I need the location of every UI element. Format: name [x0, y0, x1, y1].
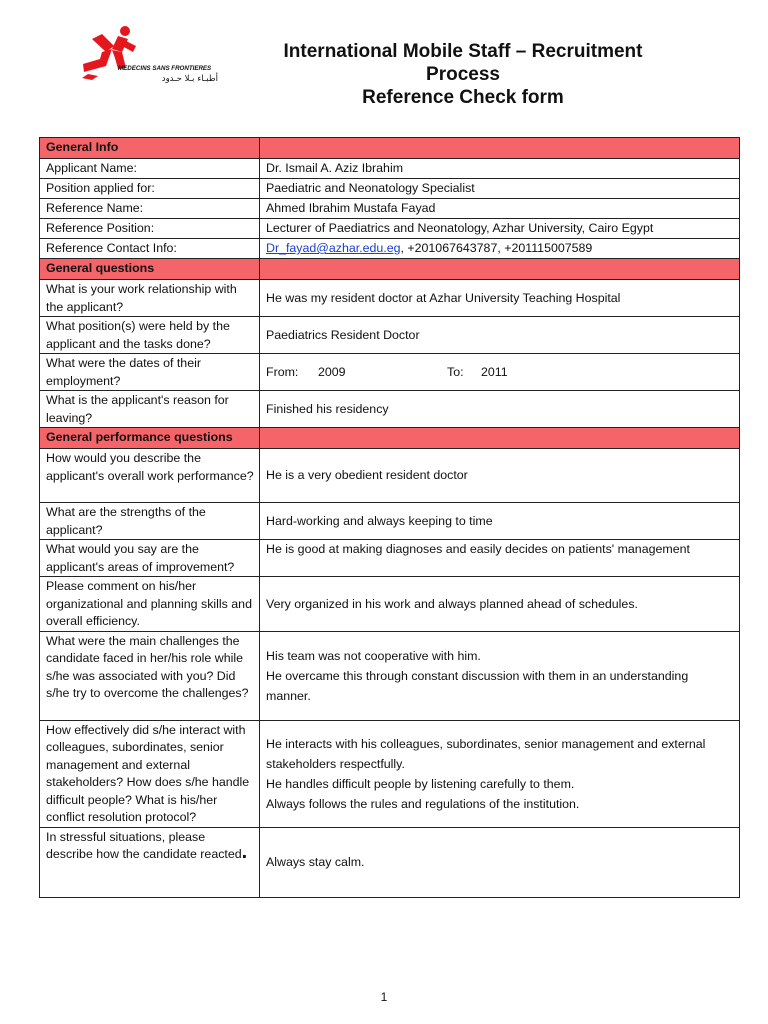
position-value: Paediatric and Neonatology Specialist [260, 179, 740, 199]
table-row [40, 159, 740, 179]
contact-label: Reference Contact Info: [40, 239, 260, 259]
title-line-3: Reference Check form [362, 87, 564, 108]
table-row [40, 540, 740, 577]
to-label: To: [447, 364, 464, 379]
to-value: 2011 [481, 364, 508, 379]
question-challenges: What were the main challenges the candidate faced in her/his role while s/he was associated with you? Did s/he try to overcome the challenges? [40, 631, 260, 720]
table-row [40, 317, 740, 354]
question-relationship: What is your work relationship with the applicant? [40, 280, 260, 317]
table-row [40, 280, 740, 317]
table-row [40, 827, 740, 897]
question-strengths: What are the strengths of the applicant? [40, 503, 260, 540]
table-row [40, 449, 740, 503]
logo-latin-text: MEDECINS SANS FRONTIERES [118, 65, 212, 72]
section-general-questions [40, 259, 740, 280]
section-heading: General Info [40, 138, 260, 159]
reference-position-value: Lecturer of Paediatrics and Neonatology, Azhar University, Cairo Egypt [260, 219, 740, 239]
from-label: From: [266, 364, 299, 379]
answer-stress: Always stay calm. [260, 827, 740, 897]
table-row [40, 391, 740, 428]
question-stress-end: . [241, 841, 248, 863]
answer-challenges-line-1: His team was not cooperative with him. [266, 649, 481, 663]
answer-interaction-line-3: Always follows the rules and regulations of the institution. [266, 797, 580, 811]
answer-strengths: Hard-working and always keeping to time [260, 503, 740, 540]
table-row [40, 720, 740, 827]
question-overall: How would you describe the applicant's overall work performance? [40, 449, 260, 503]
section-heading-blank [260, 259, 740, 280]
logo-arabic-text: أطبـاء بـلا حـدود [161, 74, 218, 84]
section-heading: General questions [40, 259, 260, 280]
question-stress [40, 827, 260, 897]
table-row [40, 179, 740, 199]
applicant-name-label: Applicant Name: [40, 159, 260, 179]
section-heading-blank [260, 138, 740, 159]
contact-phones: , +201067643787, +201115007589 [400, 241, 593, 255]
answer-organizational: Very organized in his work and always planned ahead of schedules. [260, 577, 740, 632]
answer-interaction [260, 720, 740, 827]
answer-challenges [260, 631, 740, 720]
question-positions: What position(s) were held by the applicant and the tasks done? [40, 317, 260, 354]
title-line-1: International Mobile Staff – Recruitment [283, 41, 643, 62]
question-dates: What were the dates of their employment? [40, 354, 260, 391]
table-row [40, 631, 740, 720]
title-line-2: Process [426, 64, 500, 85]
reference-name-label: Reference Name: [40, 199, 260, 219]
answer-interaction-line-2: He handles difficult people by listening carefully to them. [266, 777, 575, 791]
contact-email-link[interactable]: Dr_fayad@azhar.edu.eg [266, 241, 401, 255]
question-stress-text: In stressful situations, please describe how the candidate reacted [46, 829, 242, 861]
table-row [40, 219, 740, 239]
section-performance [40, 428, 740, 449]
section-heading-blank [260, 428, 740, 449]
page-number: 1 [380, 990, 388, 1004]
reference-position-label: Reference Position: [40, 219, 260, 239]
reference-name-value: Ahmed Ibrahim Mustafa Fayad [260, 199, 740, 219]
position-label: Position applied for: [40, 179, 260, 199]
msf-logo [78, 22, 226, 88]
question-leaving: What is the applicant's reason for leaving? [40, 391, 260, 428]
table-row [40, 199, 740, 219]
applicant-name-value: Dr. Ismail A. Aziz Ibrahim [260, 159, 740, 179]
table-row [40, 354, 740, 391]
answer-overall: He is a very obedient resident doctor [260, 449, 740, 503]
answer-challenges-line-2: He overcame this through constant discussion with them in an understanding manner. [266, 669, 689, 703]
question-organizational: Please comment on his/her organizational and planning skills and overall efficiency. [40, 577, 260, 632]
answer-dates [260, 354, 740, 391]
contact-value [260, 239, 740, 259]
answer-interaction-line-1: He interacts with his colleagues, subordinates, senior management and external stakeholders respectfully. [266, 737, 706, 771]
section-general-info [40, 138, 740, 159]
section-heading: General performance questions [40, 428, 260, 449]
answer-leaving: Finished his residency [260, 391, 740, 428]
answer-improvement: He is good at making diagnoses and easily decides on patients' management [260, 540, 740, 577]
answer-relationship: He was my resident doctor at Azhar University Teaching Hospital [260, 280, 740, 317]
document-title [238, 40, 688, 109]
question-improvement: What would you say are the applicant's areas of improvement? [40, 540, 260, 577]
table-row [40, 503, 740, 540]
msf-running-man-icon [78, 22, 226, 88]
answer-positions: Paediatrics Resident Doctor [260, 317, 740, 354]
from-value: 2009 [318, 364, 346, 379]
table-row [40, 239, 740, 259]
reference-check-table [39, 137, 740, 898]
question-interaction: How effectively did s/he interact with colleagues, subordinates, senior management and external stakeholders? How does s/he handle difficult people? What is his/her conflict resolution protocol? [40, 720, 260, 827]
dates-row [266, 364, 734, 382]
table-row [40, 577, 740, 632]
